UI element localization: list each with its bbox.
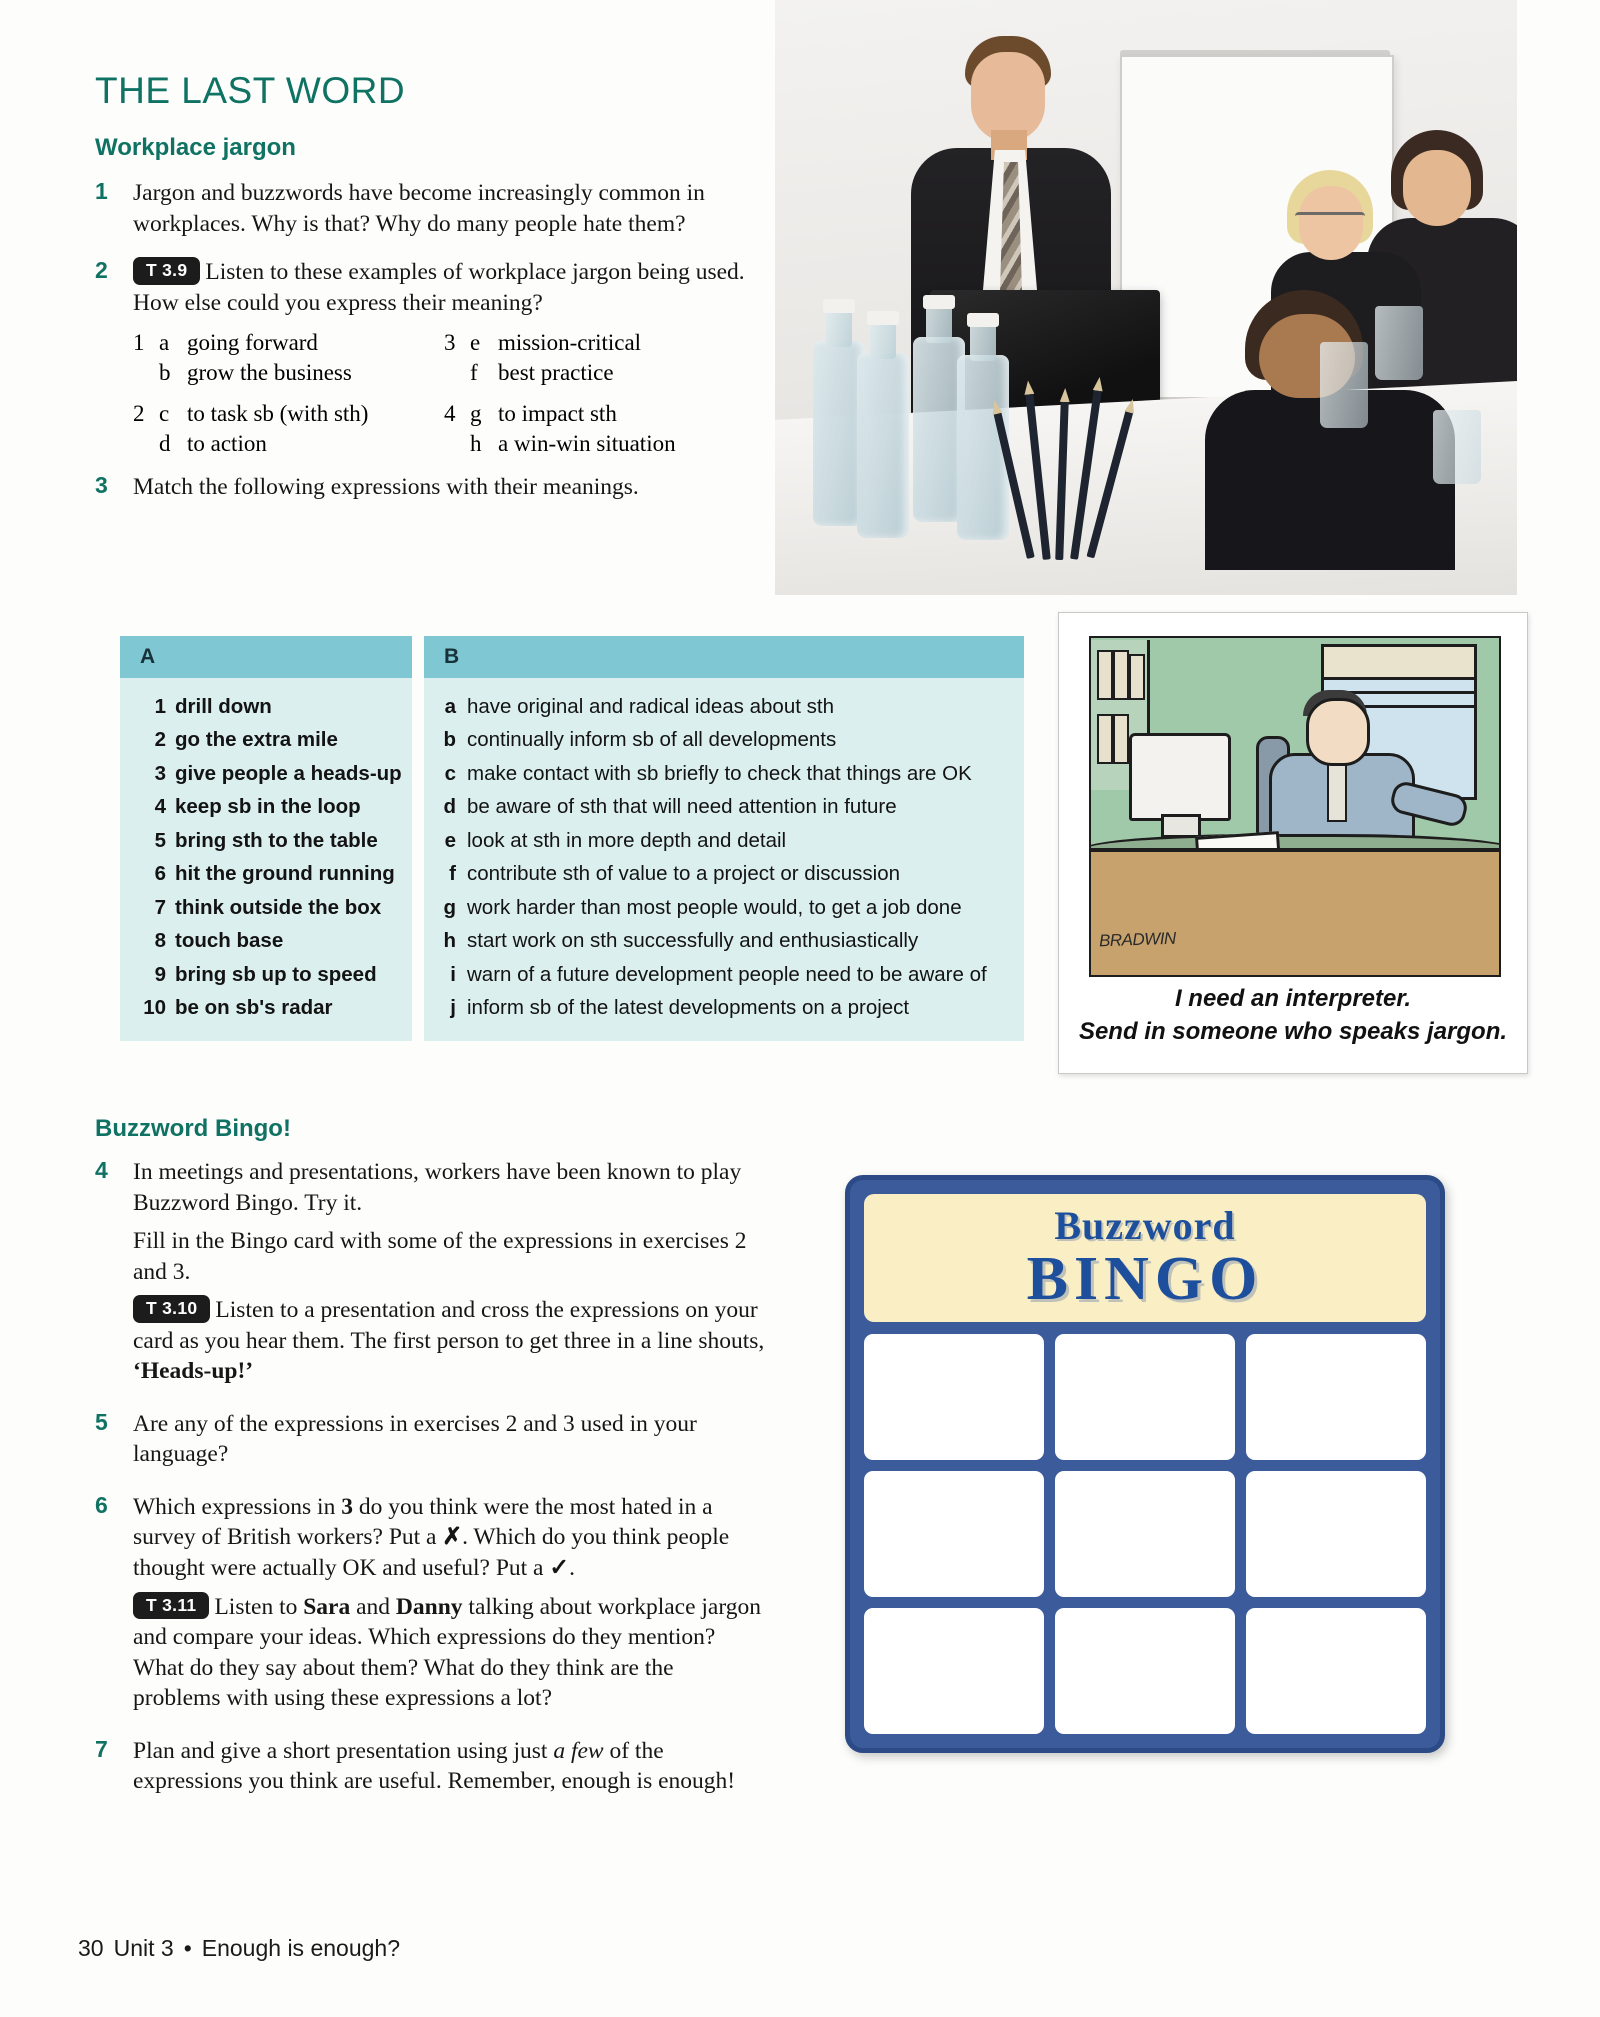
exercise-3-number: 3	[95, 471, 108, 498]
page-footer	[78, 1935, 400, 1962]
exercise-4-number: 4	[95, 1157, 108, 1183]
jargon-group-number: 2	[133, 401, 145, 427]
jargon-item	[133, 358, 444, 387]
audio-track-badge-3-10[interactable]: T 3.10	[133, 1295, 210, 1323]
table-row[interactable]	[440, 690, 1014, 724]
exercise-1-number: 1	[95, 178, 108, 204]
table-row[interactable]	[440, 824, 1014, 858]
jargon-text: best practice	[498, 359, 614, 385]
eyeglasses-icon	[1295, 212, 1365, 228]
e6-ref-3: 3	[341, 1493, 353, 1520]
table-row[interactable]	[136, 757, 402, 791]
jargon-cartoon	[1058, 612, 1528, 1074]
content-column	[95, 70, 755, 512]
row-key: j	[450, 996, 456, 1019]
e6-text-c: . Which do you think people thought were actually OK and useful? Put a	[133, 1524, 730, 1582]
row-value: keep sb in the loop	[175, 795, 361, 818]
jargon-group-number	[133, 429, 159, 458]
jargon-column-right	[444, 328, 755, 458]
row-value: warn of a future development people need to be aware of	[467, 962, 987, 986]
photo-pencils	[1000, 370, 1170, 560]
caption-line-1: I need an interpreter.	[1174, 985, 1412, 1012]
exercise-4-para-2: Fill in the Bingo card with some of the expressions in exercises 2 and 3.	[133, 1228, 747, 1285]
table-row[interactable]	[136, 925, 402, 959]
bingo-cell[interactable]	[1055, 1334, 1235, 1460]
jargon-group-number	[133, 358, 159, 387]
audio-track-badge-3-9[interactable]: T 3.9	[133, 257, 200, 285]
page-title: THE LAST WORD	[95, 70, 406, 111]
jargon-letter: h	[470, 430, 482, 456]
row-value: contribute sth of value to a project or discussion	[467, 862, 901, 885]
exercise-6-para-1	[133, 1492, 765, 1584]
jargon-examples-list	[133, 328, 755, 458]
jargon-group-number: 1	[133, 330, 145, 356]
footer-unit: Unit 3	[113, 1935, 174, 1961]
cartoon-monitor	[1129, 733, 1231, 821]
jargon-text: to task sb (with sth)	[187, 401, 369, 427]
table-row[interactable]	[440, 858, 1014, 892]
exercise-5-number: 5	[95, 1408, 108, 1435]
row-value: start work on sth successfully and enthusiastically	[467, 929, 919, 952]
audio-track-badge-3-11[interactable]: T 3.11	[133, 1592, 209, 1620]
exercise-4-para-1: In meetings and presentations, workers have been known to play Buzzword Bingo. Try it.	[133, 1159, 742, 1216]
table-row[interactable]	[136, 858, 402, 892]
jargon-item	[444, 399, 755, 428]
jargon-group-number: 3	[444, 330, 456, 356]
row-value: be on sb's radar	[175, 996, 333, 1019]
meeting-photo	[775, 0, 1517, 595]
footer-unit-title: Enough is enough?	[201, 1935, 400, 1961]
matching-column-b	[424, 636, 1024, 1041]
jargon-text: to action	[187, 430, 267, 456]
bingo-cell[interactable]	[864, 1608, 1044, 1734]
row-key: h	[443, 929, 456, 952]
jargon-letter: d	[159, 430, 171, 456]
row-key: 4	[154, 795, 166, 818]
jargon-item	[133, 399, 444, 428]
jargon-item	[444, 328, 755, 357]
table-row[interactable]	[136, 690, 402, 724]
table-row[interactable]	[440, 992, 1014, 1026]
bingo-grid	[864, 1334, 1426, 1734]
table-row[interactable]	[136, 992, 402, 1026]
e6-text-d: .	[569, 1555, 575, 1582]
row-value: be aware of sth that will need attention in future	[467, 795, 897, 818]
row-key: b	[443, 728, 456, 751]
jargon-group-number	[444, 358, 470, 387]
row-key: 3	[154, 761, 166, 785]
table-row[interactable]	[136, 958, 402, 992]
exercise-6-number: 6	[95, 1491, 108, 1518]
bingo-cell[interactable]	[864, 1471, 1044, 1597]
exercise-4	[95, 1157, 765, 1387]
cartoon-caption	[1071, 983, 1515, 1048]
row-value: work harder than most people would, to get a job done	[467, 895, 962, 919]
column-b-header: B	[424, 636, 1024, 678]
row-key: c	[444, 761, 456, 785]
bingo-section	[95, 1115, 765, 1815]
e7-text-b: of the expressions you think are useful. Remember, enough is enough!	[133, 1737, 736, 1795]
exercise-6-para-2	[133, 1592, 765, 1714]
bingo-cell[interactable]	[1246, 1334, 1426, 1460]
jargon-text: mission-critical	[498, 330, 642, 356]
exercise-2-number: 2	[95, 257, 108, 284]
table-row[interactable]	[136, 791, 402, 825]
row-value: continually inform sb of all developments	[467, 728, 837, 751]
table-row[interactable]	[136, 891, 402, 925]
bingo-cell[interactable]	[864, 1334, 1044, 1460]
exercise-2	[95, 257, 755, 458]
table-row[interactable]	[440, 757, 1014, 791]
bingo-heading: Buzzword Bingo!	[95, 1115, 291, 1142]
page-number: 30	[78, 1935, 104, 1961]
row-key: 9	[154, 962, 166, 986]
jargon-text: a win-win situation	[498, 430, 676, 456]
jargon-group-number	[444, 429, 470, 458]
row-value: look at sth in more depth and detail	[467, 828, 787, 852]
jargon-letter: e	[470, 330, 481, 356]
row-value: touch base	[175, 929, 284, 952]
column-a-header: A	[120, 636, 412, 678]
table-row[interactable]	[440, 958, 1014, 992]
cartoon-illustration	[1089, 636, 1501, 977]
cartoon-man-head	[1306, 698, 1370, 766]
section-subtitle: Workplace jargon	[95, 134, 296, 161]
exercise-1	[95, 178, 755, 239]
speaker-name-danny: Danny	[395, 1593, 463, 1620]
row-key: d	[443, 795, 456, 818]
cartoonist-signature: BRADWIN	[1098, 928, 1177, 951]
caption-line-2: Send in someone who speaks jargon.	[1078, 1017, 1508, 1045]
row-key: f	[449, 862, 456, 885]
row-key: g	[443, 895, 456, 919]
bingo-cell[interactable]	[1055, 1608, 1235, 1734]
row-value: drill down	[175, 694, 272, 718]
row-key: 7	[154, 895, 166, 919]
bingo-card[interactable]	[845, 1175, 1445, 1753]
jargon-item	[444, 429, 755, 458]
row-value: hit the ground running	[175, 862, 395, 885]
row-key: 8	[154, 929, 166, 952]
table-row[interactable]	[440, 925, 1014, 959]
bingo-cell[interactable]	[1246, 1471, 1426, 1597]
row-value: give people a heads-up	[175, 761, 402, 785]
jargon-letter: a	[159, 330, 170, 356]
row-value: bring sth to the table	[175, 828, 378, 852]
cartoon-desk-front	[1089, 848, 1501, 977]
exercise-5-text: Are any of the expressions in exercises 2 and 3 used in your language?	[133, 1410, 697, 1468]
exercise-7-number: 7	[95, 1735, 108, 1762]
jargon-letter: f	[470, 359, 478, 385]
exercise-4-para-3	[133, 1295, 765, 1387]
e6-and: and	[350, 1593, 396, 1620]
bingo-title-buzzword: Buzzword	[1054, 1203, 1236, 1248]
bingo-cell[interactable]	[1246, 1608, 1426, 1734]
row-value: go the extra mile	[175, 728, 338, 751]
e6-listen-text: Listen to	[214, 1593, 304, 1620]
matching-column-a	[120, 636, 412, 1041]
exercise-3	[95, 472, 755, 503]
e6-text-a: Which expressions in	[133, 1493, 342, 1520]
cross-icon: ✗	[442, 1524, 463, 1551]
e6-rest: talking about workplace jargon and compare your ideas. Which expressions do they mention? What do they say about them? What do they think are the problems with using these expressions a lot?	[133, 1593, 762, 1712]
bingo-card-title	[864, 1194, 1426, 1322]
e7-text-a: Plan and give a short presentation using just	[133, 1737, 554, 1764]
row-key: a	[444, 694, 456, 718]
e6-text-b: do you think were the most hated in a survey of British workers? Put a	[133, 1493, 713, 1551]
row-key: 2	[154, 728, 166, 751]
table-row[interactable]	[440, 791, 1014, 825]
jargon-text: to impact sth	[498, 401, 617, 427]
row-key: e	[444, 828, 456, 852]
table-row[interactable]	[440, 891, 1014, 925]
exercise-1-text: Jargon and buzzwords have become increasingly common in workplaces. Why is that? Why do many people hate them?	[133, 180, 705, 237]
jargon-item	[444, 358, 755, 387]
jargon-item	[133, 429, 444, 458]
bingo-title-bingo: BINGO	[1026, 1245, 1264, 1313]
exercise-7	[95, 1736, 765, 1797]
jargon-text: going forward	[187, 330, 318, 356]
table-row[interactable]	[136, 724, 402, 758]
exercise-3-text: Match the following expressions with their meanings.	[133, 473, 639, 500]
row-key: 6	[154, 862, 166, 885]
e7-italic-a-few: a few	[553, 1737, 604, 1764]
exercise-2-text	[133, 257, 755, 318]
row-key: 10	[143, 996, 166, 1019]
table-row[interactable]	[440, 724, 1014, 758]
row-key: i	[450, 962, 456, 986]
exercise-5	[95, 1409, 765, 1470]
jargon-item	[133, 328, 444, 357]
row-value: inform sb of the latest developments on a project	[467, 996, 910, 1019]
jargon-group-number: 4	[444, 401, 456, 427]
tick-icon: ✓	[549, 1555, 570, 1582]
row-value: have original and radical ideas about sth	[467, 694, 834, 718]
bingo-cell[interactable]	[1055, 1471, 1235, 1597]
row-key: 1	[154, 694, 166, 718]
exercise-7-text	[133, 1736, 765, 1797]
table-row[interactable]	[136, 824, 402, 858]
exercise-2-instruction: Listen to these examples of workplace jargon being used. How else could you express their meaning?	[133, 259, 745, 316]
matching-table	[120, 618, 1032, 1041]
row-value: make contact with sb briefly to check that things are OK	[467, 761, 972, 785]
jargon-column-left	[133, 328, 444, 458]
speaker-name-sara: Sara	[303, 1593, 351, 1620]
heads-up-quote: ‘Heads-up!’	[133, 1358, 254, 1385]
row-key: 5	[154, 828, 166, 852]
jargon-text: grow the business	[187, 359, 352, 385]
row-value: think outside the box	[175, 895, 382, 919]
row-value: bring sb up to speed	[175, 962, 377, 986]
jargon-letter: b	[159, 359, 171, 385]
exercise-6	[95, 1492, 765, 1714]
jargon-letter: g	[470, 401, 482, 427]
jargon-letter: c	[159, 401, 170, 427]
exercise-4-instruction: Listen to a presentation and cross the expressions on your card as you hear them. The first person to get three in a line shouts,	[133, 1297, 765, 1354]
footer-separator: •	[183, 1935, 192, 1961]
